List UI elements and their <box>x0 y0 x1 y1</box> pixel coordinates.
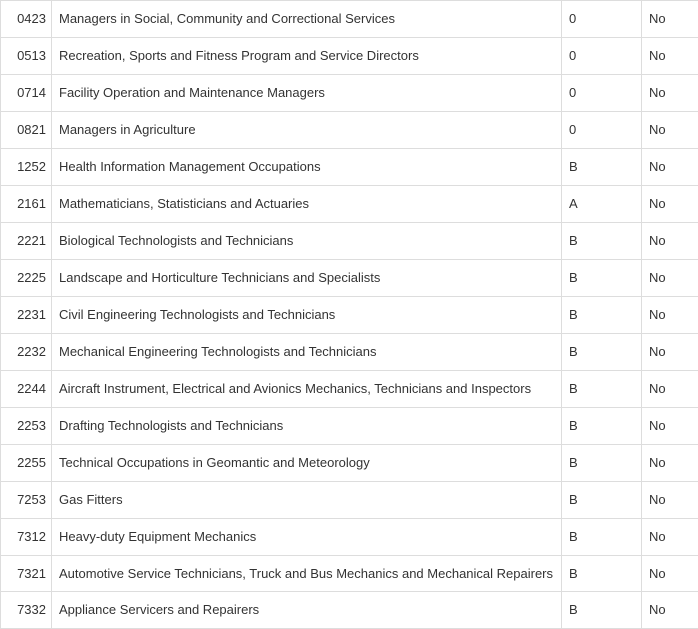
status-flag: No <box>642 334 698 371</box>
skill-level: B <box>562 408 642 445</box>
noc-code: 2225 <box>1 260 52 297</box>
occupation-title: Facility Operation and Maintenance Managers <box>52 75 562 112</box>
skill-level: B <box>562 371 642 408</box>
status-flag: No <box>642 371 698 408</box>
table-row <box>1 408 698 445</box>
noc-code: 2255 <box>1 445 52 482</box>
occupation-title: Recreation, Sports and Fitness Program and Service Directors <box>52 38 562 75</box>
table-row <box>1 334 698 371</box>
occupation-title: Automotive Service Technicians, Truck and Bus Mechanics and Mechanical Repairers <box>52 556 562 592</box>
table-row <box>1 149 698 186</box>
status-flag: No <box>642 556 698 592</box>
skill-level: A <box>562 186 642 223</box>
status-flag: No <box>642 149 698 186</box>
noc-code: 2231 <box>1 297 52 334</box>
table-row <box>1 186 698 223</box>
occupation-title: Biological Technologists and Technicians <box>52 223 562 260</box>
table-row <box>1 519 698 556</box>
status-flag: No <box>642 592 698 629</box>
occupation-title: Health Information Management Occupations <box>52 149 562 186</box>
noc-code: 0423 <box>1 1 52 38</box>
occupation-title: Civil Engineering Technologists and Technicians <box>52 297 562 334</box>
occupation-title: Appliance Servicers and Repairers <box>52 592 562 629</box>
skill-level: B <box>562 223 642 260</box>
skill-level: 0 <box>562 38 642 75</box>
status-flag: No <box>642 112 698 149</box>
table-row <box>1 38 698 75</box>
skill-level: 0 <box>562 75 642 112</box>
table-row <box>1 1 698 38</box>
skill-level: B <box>562 260 642 297</box>
occupation-title: Managers in Agriculture <box>52 112 562 149</box>
skill-level: B <box>562 149 642 186</box>
skill-level: B <box>562 297 642 334</box>
noc-code: 7321 <box>1 556 52 592</box>
occupations-table-body <box>1 1 698 629</box>
noc-code: 0714 <box>1 75 52 112</box>
noc-code: 7312 <box>1 519 52 556</box>
occupation-title: Managers in Social, Community and Correctional Services <box>52 1 562 38</box>
status-flag: No <box>642 38 698 75</box>
noc-code: 1252 <box>1 149 52 186</box>
occupation-title: Gas Fitters <box>52 482 562 519</box>
occupation-title: Aircraft Instrument, Electrical and Avionics Mechanics, Technicians and Inspectors <box>52 371 562 408</box>
noc-code: 2232 <box>1 334 52 371</box>
noc-code: 2244 <box>1 371 52 408</box>
noc-code: 2161 <box>1 186 52 223</box>
status-flag: No <box>642 260 698 297</box>
table-row <box>1 75 698 112</box>
table-row <box>1 297 698 334</box>
occupation-title: Landscape and Horticulture Technicians and Specialists <box>52 260 562 297</box>
status-flag: No <box>642 186 698 223</box>
noc-code: 7253 <box>1 482 52 519</box>
noc-code: 0821 <box>1 112 52 149</box>
noc-code: 0513 <box>1 38 52 75</box>
table-row <box>1 223 698 260</box>
skill-level: B <box>562 482 642 519</box>
occupation-title: Mechanical Engineering Technologists and Technicians <box>52 334 562 371</box>
table-row <box>1 482 698 519</box>
status-flag: No <box>642 75 698 112</box>
status-flag: No <box>642 482 698 519</box>
status-flag: No <box>642 408 698 445</box>
status-flag: No <box>642 445 698 482</box>
status-flag: No <box>642 519 698 556</box>
table-row <box>1 371 698 408</box>
skill-level: 0 <box>562 1 642 38</box>
occupation-title: Technical Occupations in Geomantic and Meteorology <box>52 445 562 482</box>
occupation-title: Mathematicians, Statisticians and Actuaries <box>52 186 562 223</box>
skill-level: 0 <box>562 112 642 149</box>
table-row <box>1 445 698 482</box>
status-flag: No <box>642 297 698 334</box>
status-flag: No <box>642 223 698 260</box>
noc-code: 2253 <box>1 408 52 445</box>
skill-level: B <box>562 334 642 371</box>
skill-level: B <box>562 556 642 592</box>
skill-level: B <box>562 519 642 556</box>
occupation-title: Heavy-duty Equipment Mechanics <box>52 519 562 556</box>
table-row <box>1 592 698 629</box>
status-flag: No <box>642 1 698 38</box>
skill-level: B <box>562 445 642 482</box>
table-row <box>1 556 698 592</box>
noc-code: 2221 <box>1 223 52 260</box>
table-row <box>1 112 698 149</box>
noc-code: 7332 <box>1 592 52 629</box>
table-row <box>1 260 698 297</box>
skill-level: B <box>562 592 642 629</box>
occupation-title: Drafting Technologists and Technicians <box>52 408 562 445</box>
